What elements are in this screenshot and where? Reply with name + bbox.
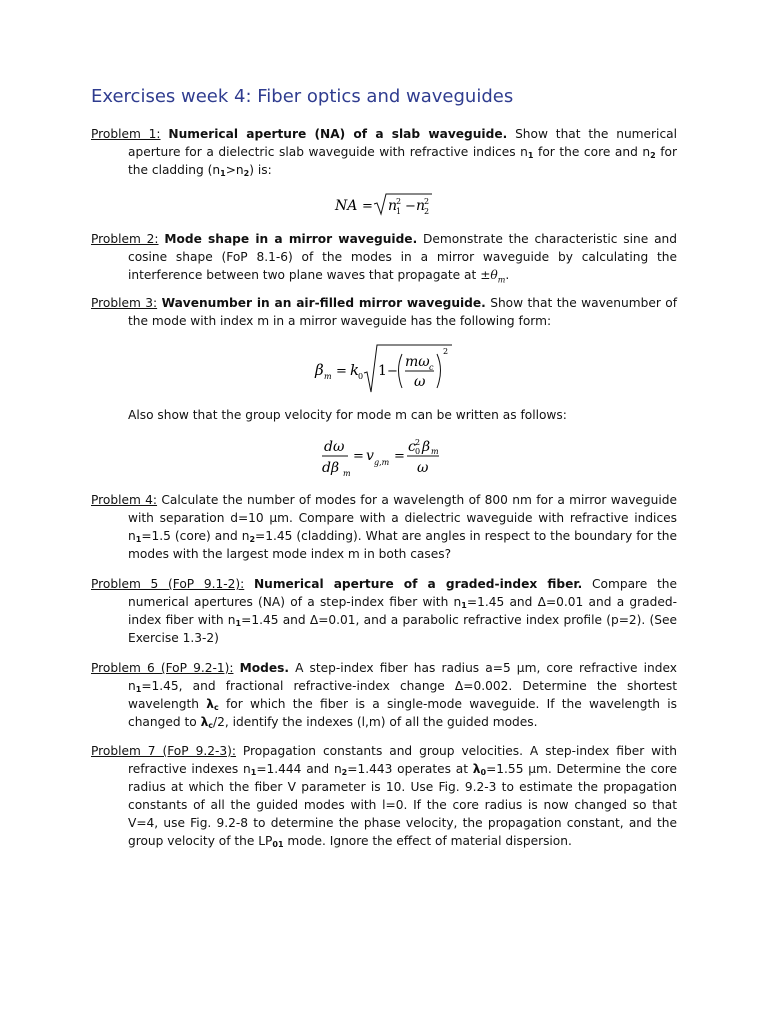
equation-group-velocity [318, 434, 448, 478]
svg-text:c: c [408, 439, 416, 455]
problem-label: Problem 1: [91, 127, 161, 141]
problem-6: Problem 6 (FoP 9.2-1): Modes. A step-index fiber has radius a=5 µm, core refractive index n1=1.45, and fractional refractive-index change Δ=0.002. Determine the shortest wavelength λc for which the fiber is a single-mode waveguide. If the wavelength is changed to λc/2, identify the indexes (l,m) of all the guided modes. [91, 661, 678, 730]
problem-7: Problem 7 (FoP 9.2-3): Propagation constants and group velocities. A step-index fiber with refractive indexes n1=1.444 and n2=1.443 operates at λ0=1.55 µm. Determine the core radius at which the fiber V parameter is 10. Use Fig. 9.2-3 to estimate the propagation constants of all the guided modes with l=0. If the core radius is now changed so that V=4, use Fig. 9.2-8 to determine the phase velocity, the propagation constant, and the group velocity of the LP01 mode. Ignore the effect of material dispersion. [91, 744, 678, 849]
svg-text:0: 0 [358, 372, 364, 381]
equation-numerical-aperture [330, 190, 440, 220]
equation-wavenumber [310, 342, 460, 398]
svg-text:−: − [387, 364, 398, 379]
svg-text:2: 2 [424, 197, 430, 206]
problem-2: Problem 2: Mode shape in a mirror waveguide. Demonstrate the characteristic sine and cosine shape (FoP 8.1-6) of the modes in a mirror waveguide by calculating the interference between two plane waves that propagate at $\pm\theta_m$. [91, 232, 677, 285]
problem-label: Problem 2: [91, 232, 159, 246]
svg-text:ω: ω [414, 374, 426, 390]
svg-text:dβ: dβ [322, 460, 340, 476]
problem-label: Problem 7 (FoP 9.2-3): [91, 744, 236, 758]
svg-text:dω: dω [324, 439, 345, 455]
problem-label: Problem 4: [91, 493, 158, 507]
svg-text:1: 1 [396, 207, 402, 216]
problem-4: Problem 4: Calculate the number of modes for a wavelength of 800 nm for a mirror waveguide with separation d=10 µm. Compare with a dielectric waveguide with refractive indices n1=1.5 (core) and n2=1.45 (cladding). What are angles in respect to the boundary for the modes with the largest mode index m in both cases? [91, 493, 678, 561]
svg-text:0: 0 [415, 447, 421, 456]
page-title: Exercises week 4: Fiber optics and waveguides [91, 86, 514, 107]
problem-label: Problem 5 (FoP 9.1-2): [91, 577, 245, 591]
svg-text:1: 1 [378, 363, 387, 379]
svg-text:g,m: g,m [374, 458, 390, 467]
problem-label: Problem 6 (FoP 9.2-1): [91, 661, 234, 675]
svg-text:=: = [336, 364, 347, 379]
svg-text:=: = [353, 449, 364, 464]
svg-text:n: n [416, 198, 426, 214]
svg-text:β: β [422, 439, 431, 455]
svg-text:β: β [315, 361, 324, 379]
svg-text:=: = [394, 449, 405, 464]
problem-title: Modes. [239, 661, 289, 675]
problem-title: Wavenumber in an air-filled mirror waveguide. [161, 296, 486, 310]
svg-text:ω: ω [417, 460, 429, 476]
svg-text:2: 2 [396, 197, 402, 206]
svg-text:m: m [431, 447, 439, 456]
svg-text:=: = [362, 199, 373, 214]
svg-text:mω: mω [405, 354, 430, 370]
problem-title: Numerical aperture (NA) of a slab waveguide. [168, 127, 508, 141]
svg-text:n: n [388, 198, 398, 214]
problem-title: Numerical aperture of a graded-index fiber. [253, 577, 583, 591]
svg-text:2: 2 [443, 347, 449, 356]
svg-text:2: 2 [424, 207, 430, 216]
problem-1: Problem 1: Numerical aperture (NA) of a slab waveguide. Show that the numerical aperture for a dielectric slab waveguide with refractive indices n1 for the core and n2 for the cladding (n1>n2) is: [91, 127, 678, 178]
problem-3-text-2: Also show that the group velocity for mode m can be written as follows: [128, 408, 567, 422]
svg-text:NA: NA [335, 198, 358, 214]
problem-title: Mode shape in a mirror waveguide. [164, 232, 418, 246]
svg-text:k: k [350, 361, 360, 379]
svg-text:m: m [343, 469, 351, 478]
svg-text:m: m [324, 372, 332, 381]
problem-5: Problem 5 (FoP 9.1-2): Numerical aperture of a graded-index fiber. Compare the numerical apertures (NA) of a step-index fiber with n1=1.45 and Δ=0.01 and a graded-index fiber with n1=1.45 and Δ=0.01, and a parabolic refractive index profile (p=2). (See Exercise 1.3-2) [91, 577, 678, 645]
problem-label: Problem 3: [91, 296, 158, 310]
svg-text:v: v [366, 448, 374, 464]
svg-text:−: − [405, 199, 416, 214]
svg-text:c: c [429, 363, 434, 372]
svg-text:2: 2 [415, 438, 421, 447]
problem-3: Problem 3: Wavenumber in an air-filled mirror waveguide. Show that the wavenumber of the mode with index m in a mirror waveguide has the following form: [91, 296, 678, 328]
